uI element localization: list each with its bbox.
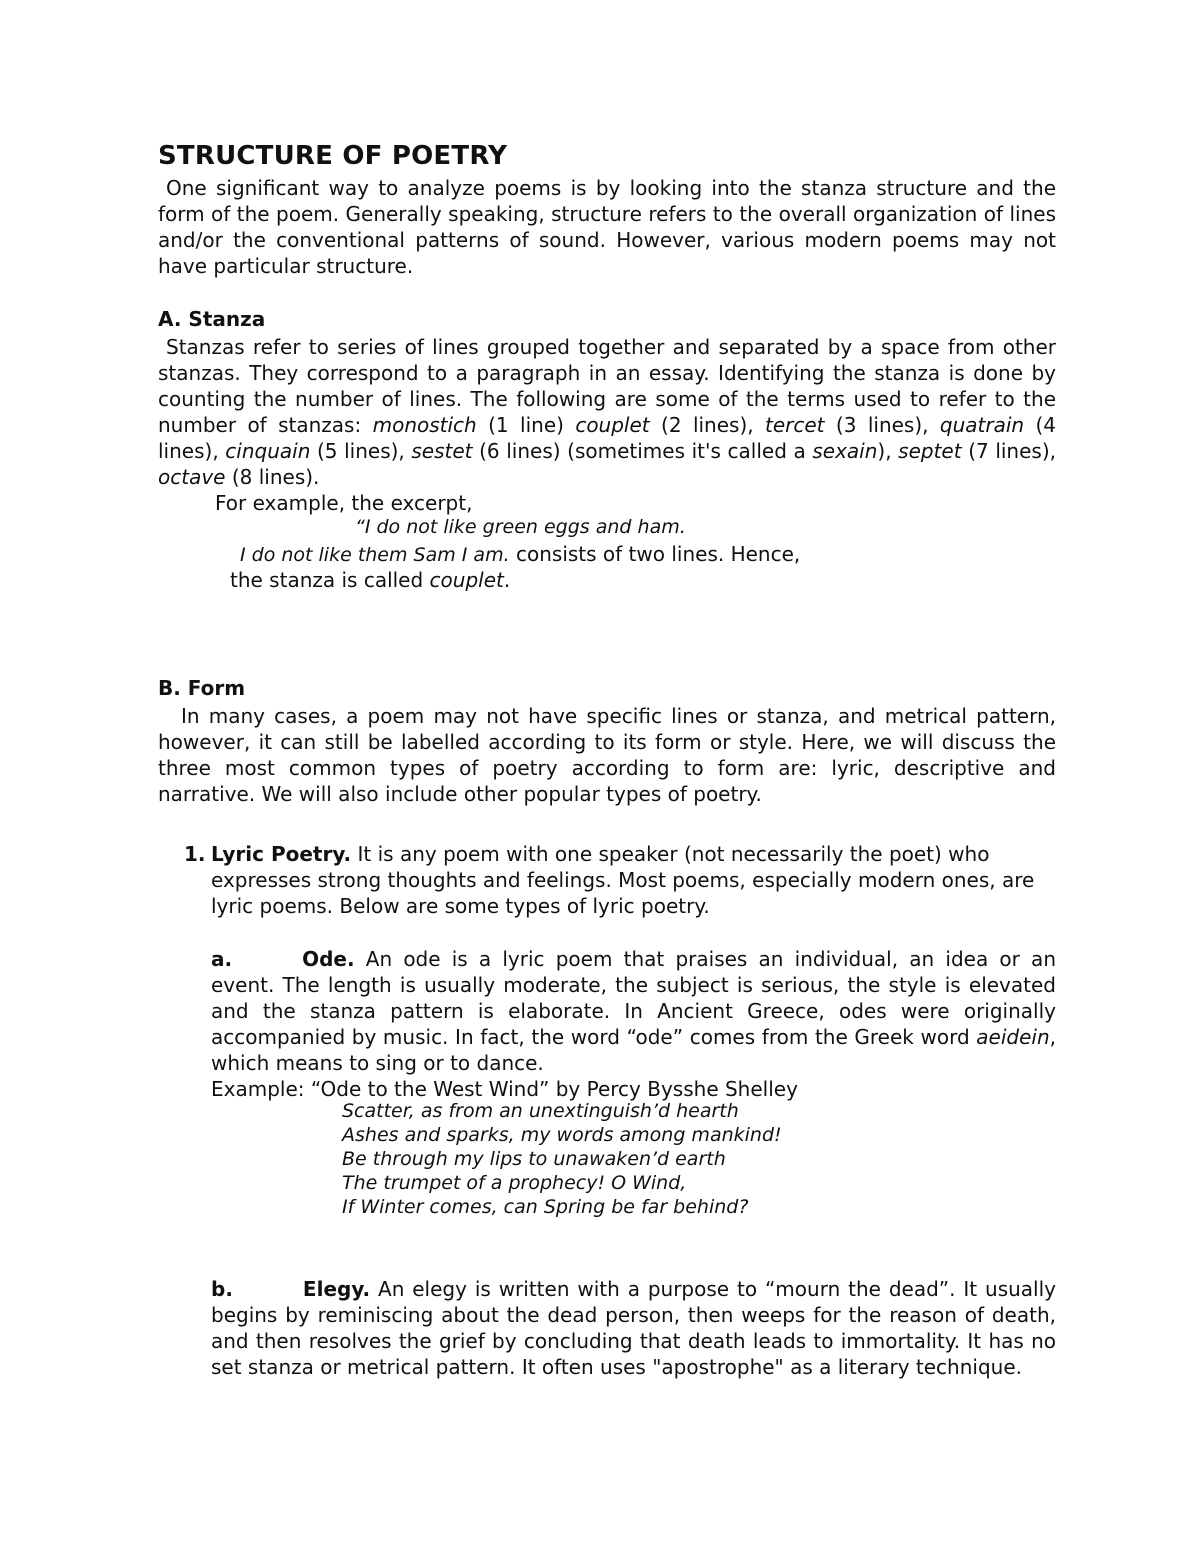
example-line-2-rest: consists of two lines. Hence,	[509, 542, 801, 566]
term-desc: (1 line)	[476, 413, 576, 437]
term-desc: ),	[877, 439, 899, 463]
term-desc: (5 lines),	[310, 439, 412, 463]
example-line-2	[240, 541, 800, 568]
ode-text-2: , which means to sing or to dance.	[211, 1025, 1056, 1075]
term-desc: (6 lines) (sometimes it's called a	[472, 439, 813, 463]
term-desc: (2 lines),	[649, 413, 766, 437]
ode-paragraph	[211, 946, 1056, 1076]
example-line-3	[230, 567, 510, 593]
lyric-text: It is any poem with one speaker (not necessarily the poet) who expresses strong thoughts and feelings. Most poems, especially modern ones, are lyric poems. Below are some types of lyric poetry.	[211, 842, 1035, 918]
term-desc: (4 lines),	[158, 413, 1057, 463]
ode-label: Ode.	[302, 947, 355, 971]
term-desc: (7 lines),	[961, 439, 1056, 463]
example-line-3-term: couplet	[429, 568, 504, 592]
intro-paragraph: One significant way to analyze poems is by looking into the stanza structure and the form of the poem. Generally speaking, structure refers to the overall organization of lines and/or the conventional patterns of sound. However, various modern poems may not have particular structure.	[158, 176, 1056, 278]
elegy-label: Elegy.	[302, 1277, 371, 1301]
section-a-heading: A. Stanza	[158, 307, 266, 331]
term-tercet: tercet	[765, 413, 825, 437]
term-desc: (3 lines),	[824, 413, 940, 437]
term-sexain: sexain	[812, 439, 878, 463]
elegy-paragraph	[211, 1276, 1056, 1380]
example-intro: For example, the excerpt,	[215, 491, 473, 515]
example-line-3-start: the stanza is called	[230, 568, 430, 592]
poem-line: Scatter, as from an unextinguish’d hearth	[342, 1100, 739, 1122]
form-paragraph: In many cases, a poem may not have specific lines or stanza, and metrical pattern, however, it can still be labelled according to its form or style. Here, we will discuss the three most common types of poetry according to form are: lyric, descriptive and narrative. We will also include other popular types of poetry.	[158, 704, 1056, 806]
section-b-heading: B. Form	[158, 676, 246, 700]
term-monostich: monostich	[372, 413, 477, 437]
lyric-label: Lyric Poetry.	[211, 842, 352, 866]
ode-poem	[342, 1099, 782, 1219]
term-cinquain: cinquain	[225, 439, 311, 463]
term-sestet: sestet	[411, 439, 473, 463]
elegy-letter: b.	[211, 1277, 233, 1301]
term-octave: octave	[158, 465, 226, 489]
poem-line: If Winter comes, can Spring be far behind?	[342, 1196, 749, 1218]
poem-line: Be through my lips to unawaken’d earth	[342, 1148, 726, 1170]
elegy-text: An elegy is written with a purpose to “mourn the dead”. It usually begins by reminiscing about the dead person, then weeps for the reason of death, and then resolves the grief by concluding that death leads to immortality. It has no set stanza or metrical pattern. It often uses "apostrophe" as a literary technique.	[211, 1277, 1056, 1379]
poem-line: The trumpet of a prophecy! O Wind,	[342, 1172, 687, 1194]
lyric-number: 1.	[184, 842, 206, 866]
term-couplet: couplet	[575, 413, 650, 437]
example-line-1: “I do not like green eggs and ham.	[355, 516, 686, 538]
poem-line: Ashes and sparks, my words among mankind!	[342, 1124, 782, 1146]
term-desc: (8 lines).	[225, 465, 320, 489]
stanza-paragraph	[158, 334, 1056, 490]
stanza-text: Stanzas refer to series of lines grouped together and separated by a space from other stanzas. They correspond to a paragraph in an essay. Identifying the stanza is done by counting the number of lines. The following are some of the terms used to refer to the number of stanzas:	[158, 335, 1056, 437]
ode-word: aeidein	[976, 1025, 1050, 1049]
term-septet: septet	[898, 439, 962, 463]
example-line-3-end: .	[503, 568, 511, 592]
ode-example: Example: “Ode to the West Wind” by Percy Bysshe Shelley	[211, 1077, 798, 1101]
lyric-paragraph	[211, 841, 1056, 919]
ode-letter: a.	[211, 947, 233, 971]
example-quote-2: I do not like them Sam I am.	[240, 544, 510, 566]
term-quatrain: quatrain	[939, 413, 1025, 437]
ode-text-1: An ode is a lyric poem that praises an individual, an idea or an event. The length is usually moderate, the subject is serious, the style is elevated and the stanza pattern is elaborate. In Ancient Greece, odes were originally accompanied by music. In fact, the word “ode” comes from the Greek word	[211, 947, 1056, 1049]
page-title: STRUCTURE OF POETRY	[158, 141, 508, 171]
